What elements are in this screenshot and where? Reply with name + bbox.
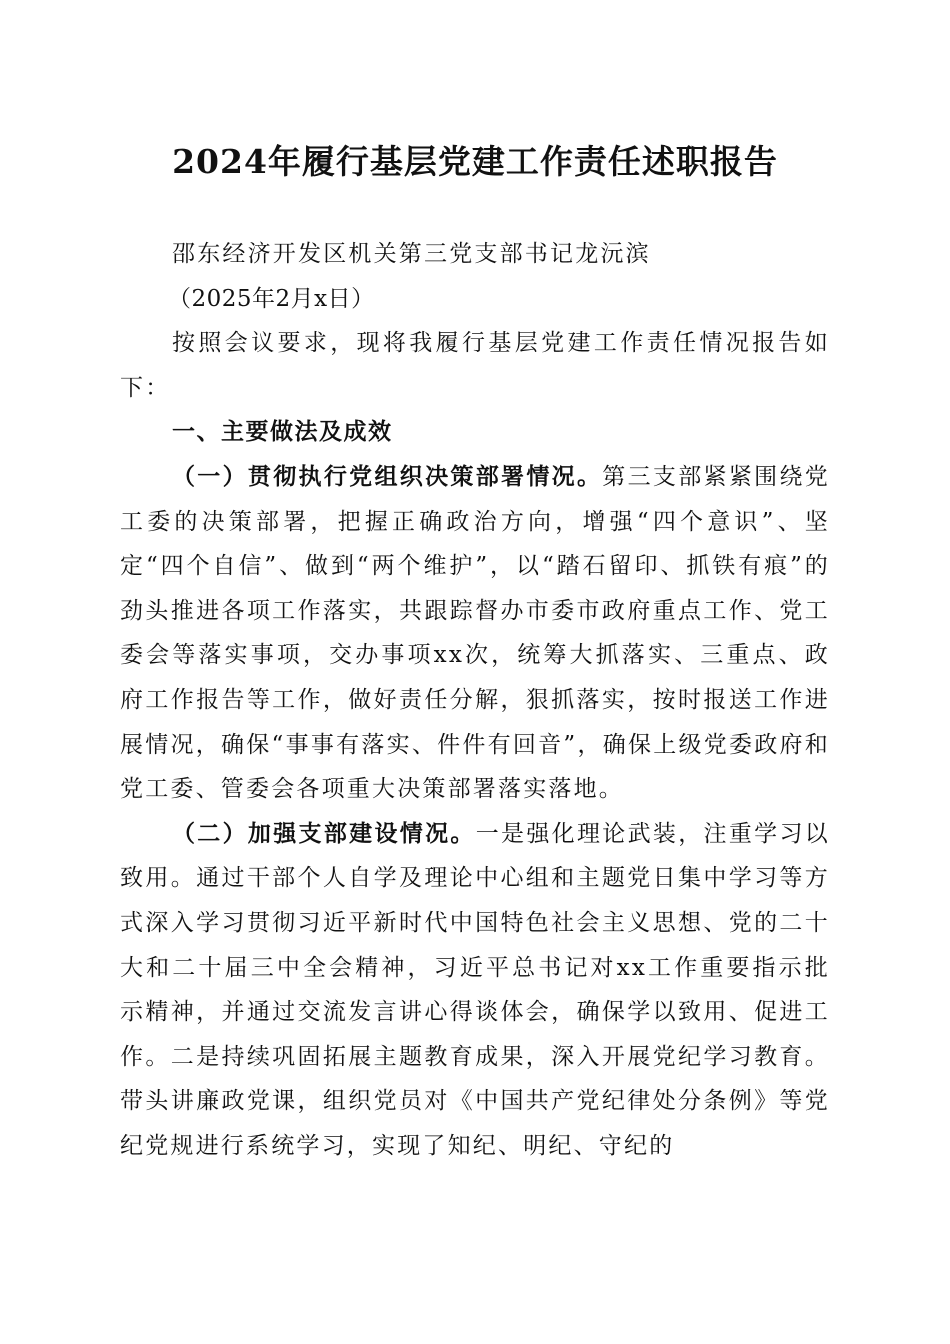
paragraph-text: 一是强化理论武装，注重学习以致用。通过干部个人自学及理论中心组和主题党日集中学习等方式深入学习贯彻习近平新时代中国特色社会主义思想、党的二十大和二十届三中全会精神，习近平总书记对xx工作重要指示批示精神，并通过交流发言讲心得谈体会，确保学以致用、促进工作。二是持续巩固拓展主题教育成果，深入开展党纪学习教育。带头讲廉政党课，组织党员对《中国共产党纪律处分条例》等党纪党规进行系统学习，实现了知纪、明纪、守纪的 (120, 820, 830, 1159)
paragraph-text: 第三支部紧紧围绕党工委的决策部署，把握正确政治方向，增强“四个意识”、坚定“四个自信”、做到“两个维护”，以“踏石留印、抓铁有痕”的劲头推进各项工作落实，共跟踪督办市委市政府重点工作、党工委会等落实事项，交办事项xx次，统筹大抓落实、三重点、政府工作报告等工作，做好责任分解，狠抓落实，按时报送工作进展情况，确保“事事有落实、件件有回音”，确保上级党委政府和党工委、管委会各项重大决策部署落实落地。 (120, 463, 830, 803)
paragraph-lead: （二）加强支部建设情况。 (172, 819, 476, 847)
paragraph-lead: （一）贯彻执行党组织决策部署情况。 (172, 462, 603, 490)
author-line: 邵东经济开发区机关第三党支部书记龙沅滨 (172, 241, 651, 267)
document-body (120, 232, 830, 1168)
intro-paragraph: 按照会议要求，现将我履行基层党建工作责任情况报告如下： (120, 330, 830, 401)
date-line: （2025年2月x日） (168, 285, 375, 312)
section-heading: 一、主要做法及成效 (172, 419, 393, 446)
paragraph-branch-building (120, 812, 830, 1169)
paragraph-decision-implementation (120, 455, 830, 812)
document-title: 2024年履行基层党建工作责任述职报告 (172, 142, 778, 181)
